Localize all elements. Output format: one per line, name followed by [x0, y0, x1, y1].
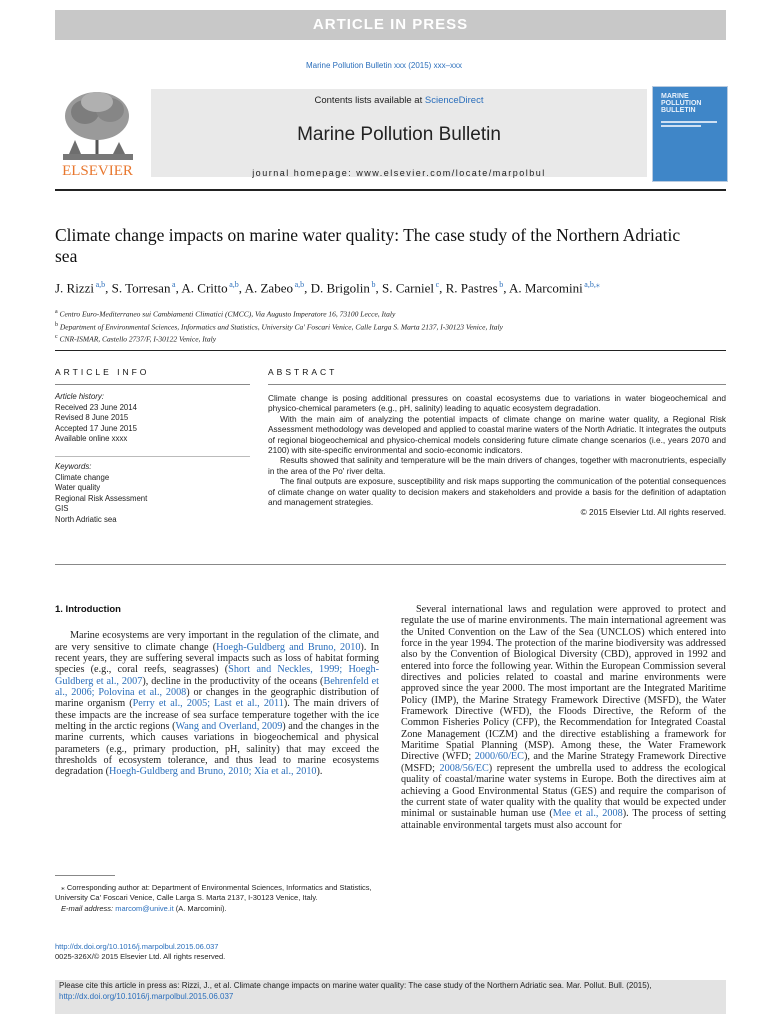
author-name: A. Critto	[181, 280, 228, 296]
journal-title-box	[151, 89, 647, 177]
journal-cover-image	[652, 86, 728, 182]
reference-link[interactable]: Perry et al., 2005; Last et al., 2011	[132, 698, 284, 710]
email-name: (A. Marcomini).	[175, 904, 227, 913]
contents-line	[151, 95, 647, 106]
keyword-item: North Adriatic sea	[55, 514, 117, 524]
email-link[interactable]: marcom@unive.it	[115, 904, 174, 913]
cite-this-article-box	[55, 980, 726, 1014]
affiliation-mark: b	[55, 321, 58, 328]
abstract-end-rule	[55, 564, 726, 565]
abstract-paragraph: The final outputs are exposure, susceptibility and risk maps supporting the communication of the potential consequences of climate change on water quality to decision makers and stakeholders and provide a basis for the definition of adaptation and management strategies.	[268, 476, 726, 508]
author-name: A. Marcomini	[509, 280, 583, 296]
author-affiliation-mark[interactable]: a,b,⁎	[582, 280, 600, 289]
author-affiliation-mark[interactable]: b	[369, 280, 376, 289]
section-heading-introduction: 1. Introduction	[55, 604, 121, 615]
issn-line: 0025-326X/© 2015 Elsevier Ltd. All rights reserved.	[55, 952, 226, 961]
abstract-heading: ABSTRACT	[268, 367, 338, 377]
author-affiliation-mark[interactable]: a	[170, 280, 176, 289]
article-info-heading: ARTICLE INFO	[55, 367, 150, 377]
author-name: J. Rizzi	[55, 280, 94, 296]
reference-link[interactable]: 2008/56/EC	[439, 762, 489, 774]
journal-name: Marine Pollution Bulletin	[297, 124, 501, 145]
author-affiliation-mark[interactable]: b	[497, 280, 504, 289]
affiliation-mark: a	[55, 309, 58, 315]
history-label: Article history:	[55, 392, 104, 401]
author-name: R. Pastres	[445, 280, 498, 296]
corresponding-author-footnote	[55, 883, 380, 914]
reference-link[interactable]: Wang and Overland, 2009	[175, 721, 283, 733]
keywords-label: Keywords:	[55, 462, 92, 471]
article-title: Climate change impacts on marine water quality: The case study of the Northern Adriatic sea	[55, 225, 681, 266]
affiliation-item	[55, 320, 726, 333]
keyword-item: Regional Risk Assessment	[55, 493, 148, 503]
email-line	[55, 904, 380, 914]
affiliation-text: CNR-ISMAR, Castello 2737/F, I-30122 Venice, Italy	[57, 334, 217, 344]
affiliation-item	[55, 332, 726, 345]
author-name: A. Zabeo	[244, 280, 293, 296]
body-text-run: ) and the changes in the marine currents, which causes variations in biogeochemical and physical parameters (e.g., primary production, pH, salinity) that may exceed the thresholds of ecosystem tolerance, and thus lead to marine ecosystems degradation (	[55, 721, 379, 778]
abstract-paragraph: With the main aim of analyzing the potential impacts of climate change on marine water quality, a Regional Risk Assessment methodology was developed and applied to coastal marine waters of the North Adriatic. It integrates the outputs of regional biogeochemical and physico-chemical models considering future climate change scenarios (i.e., years 2070 and 2100) with site-specific environmental and socio-economic indicators.	[268, 413, 726, 456]
history-item: Available online xxxx	[55, 434, 128, 443]
affiliation-mark: c	[55, 334, 58, 340]
keyword-item: Water quality	[55, 483, 101, 492]
keyword-list	[55, 473, 250, 526]
journal-masthead	[55, 86, 726, 182]
affiliation-rule	[55, 350, 726, 351]
article-info-rule	[55, 384, 250, 385]
article-history	[55, 392, 250, 445]
author-affiliation-mark[interactable]: a,b	[292, 280, 305, 289]
history-item: Revised 8 June 2015	[55, 413, 129, 422]
elsevier-logo	[55, 86, 140, 182]
body-left-column	[55, 604, 379, 778]
history-list	[55, 403, 250, 445]
keywords-rule	[55, 456, 250, 457]
body-text-run: ), and the Marine Strategy Framework Directive (MSFD;	[401, 751, 727, 774]
body-text-run: ), decline in the productivity of the oceans (	[142, 675, 324, 687]
body-text-run: ). The main drivers of these impacts are the increase of sea surface temperature together with the ice melting in the arctic regions (	[55, 698, 379, 733]
author-affiliation-mark[interactable]: a,b	[227, 280, 239, 289]
affiliation-text: Centro Euro-Mediterraneo sui Cambiamenti Climatici (CMCC), Via Augusto Imperatore 16, 73100 Lecce, Italy	[57, 309, 396, 319]
journal-citation-link[interactable]: Marine Pollution Bulletin xxx (2015) xxx–xxx	[305, 61, 463, 70]
affiliation-item	[55, 307, 726, 320]
abstract-text	[268, 393, 726, 518]
body-text-run: ).	[316, 766, 323, 778]
body-text-run: ) or changes in the geographic distribution of marine organism (	[55, 687, 379, 710]
journal-homepage[interactable]: journal homepage: www.elsevier.com/locate/marpolbul	[252, 168, 546, 178]
abstract-paragraph: Results showed that salinity and temperature will be the main drivers of changes, together with macronutrients, especially in the area of the Po' river delta.	[268, 455, 726, 476]
reference-link[interactable]: Short and Neckles, 1999; Hoegh-Guldberg et al., 2007	[55, 664, 379, 687]
article-in-press-banner: ARTICLE IN PRESS	[55, 10, 726, 40]
affiliation-list	[55, 307, 726, 345]
header-rule	[55, 189, 726, 191]
keywords-block	[55, 462, 250, 525]
reference-link[interactable]: Hoegh-Guldberg and Bruno, 2010	[216, 641, 361, 653]
cite-text: Please cite this article in press as: Rizzi, J., et al. Climate change impacts on marine water quality: The case study of the Northern Adriatic sea. Mar. Pollut. Bull. (2015),	[59, 981, 652, 990]
reference-link[interactable]: Mee et al., 2008	[552, 808, 623, 820]
elsevier-wordmark: ELSEVIER	[62, 163, 133, 179]
doi-block	[55, 942, 225, 962]
reference-link[interactable]: Hoegh-Guldberg and Bruno, 2010; Xia et al., 2010	[109, 766, 317, 778]
corresponding-author-text: ⁎ Corresponding author at: Department of Environmental Sciences, Informatics and Statistics, University Ca' Foscari Venice, Calle Larga S. Marta 2137, I-30123 Venice, Italy.	[55, 883, 372, 902]
reference-link[interactable]: 2000/60/EC	[474, 751, 524, 763]
body-text-run: ). The process of setting attainable environmental targets must also account for	[401, 808, 726, 831]
author-list: J. Rizzi $^{a,b}$, S. Torresan $^a$, A. Critto $^{a,b}$, A. Zabeo $^{a,b}$, D. Brigolin $^b$, S. Carniel $^c$, R. Pastres $^b$, A. Marcomini $^{a,b,⁎}$	[55, 280, 600, 296]
abstract-rule	[268, 384, 726, 385]
doi-link[interactable]: http://dx.doi.org/10.1016/j.marpolbul.2015.06.037	[55, 942, 219, 951]
abstract-paragraph: Climate change is posing additional pressures on coastal ecosystems due to variations in water biogeochemical and physico-chemical parameters (e.g., pH, salinity) leading to aquatic ecosystem degradation.	[268, 393, 726, 414]
intro-paragraph-2	[401, 604, 726, 831]
author-affiliation-mark[interactable]: a,b	[94, 280, 106, 289]
author-name: S. Carniel	[381, 280, 434, 296]
keyword-item: GIS	[55, 504, 69, 513]
author-affiliation-mark[interactable]: c	[433, 280, 440, 289]
reference-link[interactable]: Behrenfeld et al., 2006; Polovina et al., 2008	[55, 675, 380, 699]
author-name: S. Torresan	[111, 280, 171, 296]
footnote-rule	[55, 875, 115, 876]
body-text-run: Several international laws and regulation were approved to protect and regulate the use of marine environments. The main international agreement was the United Convention on the Law of the Sea (UNCLOS) which entered into force in the year 1994. The protection of the marine biodiversity was addressed also by the Convention of Biological Diversity (CBD), approved in 1992 and entered into force the following year. Within the European Commission several directives and policies related to coastal and marine environments were approved since the year 2000. The most important are the Integrated Maritime Policy (IMP), the Marine Strategy Framework Directive (MSFD), the Water Framework Directive (WFD), the Floods Directive, the Reform of the Common Fisheries Policy (CFP), the Recommendation for Integrated Coastal Zone Management (ICZM) and the directive establishing a framework for Maritime Spatial Planning (MSP). Among these, the Water Framework Directive (WFD;	[401, 604, 726, 763]
history-item: Received 23 June 2014	[55, 402, 137, 412]
author-name: D. Brigolin	[310, 280, 370, 296]
copyright-line: © 2015 Elsevier Ltd. All rights reserved.	[580, 507, 726, 518]
body-text-run: ). In recent years, they are suffering several impacts such as loss of habitat forming species (e.g., coral reefs, seagrasses) (	[55, 641, 379, 676]
affiliation-text: Department of Environmental Sciences, Informatics and Statistics, University Ca' Foscari Venice, Calle Larga S. Marta 2137, I-30123 Venice, Italy	[58, 322, 503, 331]
history-item: Accepted 17 June 2015	[55, 423, 137, 433]
cite-doi-link[interactable]: http://dx.doi.org/10.1016/j.marpolbul.2015.06.037	[59, 992, 234, 1001]
keyword-item: Climate change	[55, 472, 110, 482]
intro-paragraph-1	[55, 630, 379, 777]
cover-title: MARINE POLLUTION BULLETIN	[661, 93, 702, 114]
body-text-run: Marine ecosystems are very important in the regulation of the climate, and are very sensitive to climate change (	[55, 630, 379, 653]
contents-prefix: Contents lists available at	[314, 95, 425, 106]
sciencedirect-link[interactable]: ScienceDirect	[424, 95, 484, 106]
body-right-column	[401, 604, 726, 831]
email-label: E-mail address:	[61, 904, 114, 913]
body-text-run: ) represent the umbrella used to address the ecological quality of coastal/marine water systems in Europe. Both the directives aim at achieving a Good Environmental Status (GES) and require the comparison of the current state of water quality with the quality that would be expected under minimal or sustainable human use (	[401, 762, 726, 820]
